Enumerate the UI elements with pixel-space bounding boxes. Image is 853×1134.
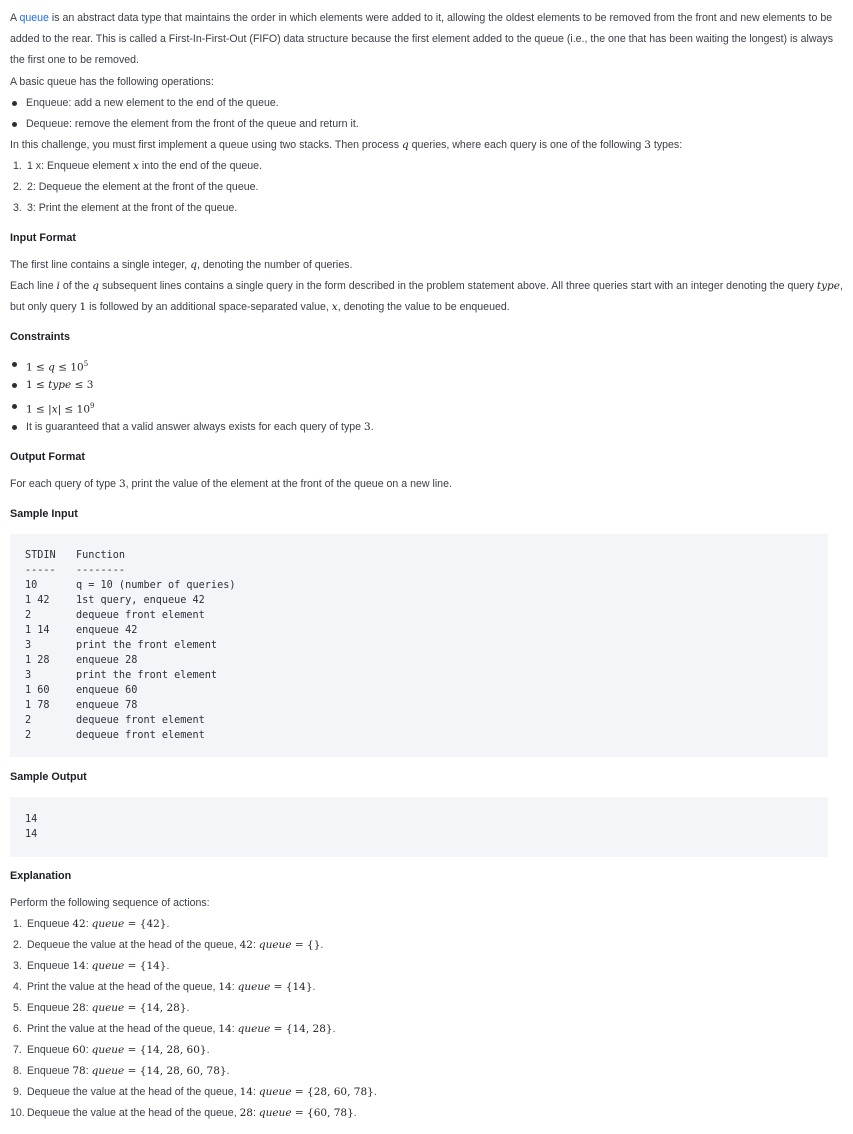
step-text: : (252, 1107, 259, 1119)
text: , denoting the number of queries. (196, 259, 353, 271)
function-cell: print the front element (76, 640, 218, 651)
step-text: Print the value at the head of the queue, (26, 981, 219, 993)
stdin-cell: 3 (25, 640, 32, 651)
math-var-queue: queue (237, 981, 271, 993)
step-text: : (85, 1065, 92, 1077)
function-cell: print the front element (76, 670, 218, 681)
step-number: 4. (13, 981, 22, 993)
input-format-line-2 (10, 276, 843, 297)
explanation-step (10, 956, 843, 977)
code-row (25, 653, 828, 668)
step-text: . (206, 1044, 210, 1056)
math-eq: = (124, 960, 140, 972)
text: The first line contains a single integer, (10, 259, 191, 271)
step-number: 6. (13, 1023, 22, 1035)
math-num: 28 (239, 1107, 253, 1119)
math-eq: = (270, 981, 286, 993)
math-set: {42} (139, 918, 167, 930)
query-types-list (10, 156, 843, 219)
math-var-i: i (56, 280, 60, 292)
math-var-queue: queue (237, 1023, 271, 1035)
math-var-queue: queue (91, 1044, 125, 1056)
math: 1 ≤ (26, 361, 49, 374)
math-set: {60, 78} (307, 1107, 354, 1119)
function-cell: enqueue 60 (76, 685, 138, 696)
math-var-q: q (48, 361, 55, 374)
math-eq: = (124, 1065, 140, 1077)
function-cell: q = 10 (number of queries) (76, 580, 236, 591)
output-format-heading: Output Format (10, 451, 85, 463)
step-text: : (85, 918, 92, 930)
intro-text-post: is an abstract data type that maintains the order in which elements were added to it, allowing the oldest elements to be removed from the front and new elements to be added to the rear. This is called a First-In-First-Out (FIFO) data structure because the first element added to the queue (i.e., the one that has been waiting the longest) is always the first one to be removed. (10, 12, 834, 66)
math-num: 28 (72, 1002, 86, 1014)
output-line: 14 (25, 829, 38, 840)
step-text: : (231, 1023, 238, 1035)
step-text: : (85, 960, 92, 972)
basic-ops-title: A basic queue has the following operations: (10, 76, 214, 88)
step-text: : (252, 939, 259, 951)
math-var-type: type (48, 379, 72, 391)
explanation-step (10, 935, 843, 956)
list-item: Enqueue: add a new element to the end of the queue. (10, 93, 843, 114)
list-item: Dequeue: remove the element from the front of the queue and return it. (10, 114, 843, 135)
math-set: {14, 28, 60, 78} (139, 1065, 227, 1077)
math-set: {14} (285, 981, 313, 993)
step-number: 2. (13, 939, 22, 951)
function-cell: enqueue 78 (76, 700, 138, 711)
query-code: 1 x (26, 160, 42, 172)
code-header-row (25, 548, 828, 563)
constraints-heading: Constraints (10, 331, 70, 343)
list-item (10, 417, 843, 438)
output-line: 14 (25, 814, 38, 825)
stdin-cell: 3 (25, 670, 32, 681)
basic-ops-list (10, 93, 843, 135)
stdin-cell: STDIN (25, 550, 56, 561)
math-num: 1 (79, 301, 87, 313)
explanation-step (10, 998, 843, 1019)
list-item (10, 156, 843, 177)
math-num: 14 (218, 981, 232, 993)
text: It is guaranteed that a valid answer always exists for each query of type (26, 421, 365, 433)
step-text: Enqueue (26, 1044, 73, 1056)
sample-input-heading: Sample Input (10, 508, 78, 520)
math: | ≤ 10 (57, 403, 90, 416)
step-text: : (231, 981, 238, 993)
step-number: 10. (10, 1107, 25, 1119)
math-set: {14} (139, 960, 167, 972)
math-eq: = (270, 1023, 286, 1035)
math-var-type: type (816, 280, 840, 292)
math-num: 14 (72, 960, 86, 972)
challenge-text-1: In this challenge, you must first implement a queue using two stacks. Then process (10, 139, 402, 151)
stdin-cell: 1 14 (25, 625, 50, 636)
math-var-x: x (51, 403, 58, 416)
math-num: 14 (239, 1086, 253, 1098)
step-text: . (166, 960, 170, 972)
step-text: Enqueue (26, 918, 73, 930)
challenge-text-3: types: (650, 139, 683, 151)
math-exponent: 5 (83, 360, 89, 368)
stdin-cell: 2 (25, 610, 32, 621)
function-cell: Function (76, 550, 126, 561)
item-number: 3. (13, 202, 22, 214)
step-text: . (373, 1086, 377, 1098)
list-item (10, 354, 843, 375)
input-format-line-1 (10, 255, 843, 276)
function-cell: -------- (76, 565, 126, 576)
math-num: 3 (118, 478, 126, 490)
item-text: : Dequeue the element at the front of the queue. (32, 181, 259, 193)
math-set: {14, 28} (285, 1023, 333, 1035)
math-set: {14, 28} (139, 1002, 187, 1014)
stdin-cell: 1 28 (25, 655, 50, 666)
output-format-text (10, 474, 843, 495)
stdin-cell: 2 (25, 730, 32, 741)
step-number: 1. (13, 918, 22, 930)
math-eq: = (291, 1086, 308, 1098)
text: is followed by an additional space-separated value, (86, 301, 332, 313)
step-text: : (252, 1086, 259, 1098)
step-text: . (166, 918, 170, 930)
item-text: : Print the element at the front of the queue. (32, 202, 238, 214)
function-cell: dequeue front element (76, 715, 205, 726)
math-var-x: x (331, 301, 338, 313)
math-eq: = (124, 918, 140, 930)
explanation-step (10, 914, 843, 935)
code-row (25, 578, 828, 593)
step-number: 3. (13, 960, 22, 972)
text: of the (59, 280, 93, 292)
stdin-cell: 2 (25, 715, 32, 726)
math: 1 ≤ (26, 379, 49, 391)
step-number: 7. (13, 1044, 22, 1056)
item-number: 2. (13, 181, 22, 193)
math-num: 42 (239, 939, 253, 951)
item-number: 1. (13, 160, 22, 172)
intro-text-pre: A (10, 12, 20, 24)
math-num: 78 (72, 1065, 86, 1077)
step-text: . (186, 1002, 190, 1014)
input-format-line-3 (10, 297, 843, 318)
text: , (839, 280, 843, 292)
function-cell: enqueue 28 (76, 655, 138, 666)
math: ≤ 3 (71, 379, 94, 391)
item-text: into the end of the queue. (138, 160, 263, 172)
math-var-q: q (190, 259, 197, 271)
math-eq: = (124, 1044, 140, 1056)
step-text: : (85, 1044, 92, 1056)
explanation-step (10, 1082, 843, 1103)
text: . (370, 421, 374, 433)
text: , denoting the value to be enqueued. (337, 301, 510, 313)
code-row (25, 608, 828, 623)
math-var-queue: queue (91, 960, 125, 972)
math-eq: = (124, 1002, 140, 1014)
stdin-cell: 1 60 (25, 685, 50, 696)
step-text: Enqueue (26, 960, 73, 972)
sample-output-code-block (10, 797, 828, 857)
stdin-cell: 10 (25, 580, 38, 591)
step-text: Enqueue (26, 1002, 73, 1014)
code-row (25, 623, 828, 638)
step-text: Enqueue (26, 1065, 73, 1077)
math: 1 ≤ | (26, 403, 52, 416)
math-set: {14, 28, 60} (139, 1044, 207, 1056)
math-var-x: x (132, 160, 139, 172)
list-item (10, 198, 843, 219)
math-var-q: q (401, 139, 409, 151)
challenge-text (10, 135, 843, 156)
function-cell: dequeue front element (76, 610, 205, 621)
query-code: 2 (26, 181, 33, 193)
math: ≤ 10 (54, 361, 84, 374)
step-number: 9. (13, 1086, 22, 1098)
code-row (25, 728, 828, 743)
math-num: 14 (218, 1023, 232, 1035)
step-text: : (85, 1002, 92, 1014)
code-row (25, 668, 828, 683)
explanation-heading: Explanation (10, 870, 72, 882)
code-row (25, 593, 828, 608)
sample-output-heading: Sample Output (10, 771, 87, 783)
math-num: 42 (72, 918, 86, 930)
code-row (25, 683, 828, 698)
math-var-queue: queue (91, 918, 125, 930)
input-format-heading: Input Format (10, 232, 76, 244)
list-item (10, 396, 843, 417)
math-var-queue: queue (258, 1107, 292, 1119)
step-text: . (353, 1107, 357, 1119)
math-set: {28, 60, 78} (307, 1086, 374, 1098)
stdin-cell: ----- (25, 565, 56, 576)
constraints-list (10, 354, 843, 438)
math-num: 3 (644, 139, 651, 151)
step-text: Dequeue the value at the head of the queue, (26, 1086, 240, 1098)
text: , print the value of the element at the front of the queue on a new line. (125, 478, 452, 490)
code-separator-row (25, 563, 828, 578)
step-text: . (332, 1023, 336, 1035)
sample-input-code-block (10, 534, 828, 757)
text: Each line (10, 280, 57, 292)
step-number: 5. (13, 1002, 22, 1014)
step-text: Dequeue the value at the head of the queue, (26, 1107, 240, 1119)
step-text: . (320, 939, 324, 951)
math-eq: = (291, 939, 308, 951)
math-var-queue: queue (258, 1086, 292, 1098)
code-row (25, 638, 828, 653)
list-item (10, 177, 843, 198)
math-eq: = (291, 1107, 308, 1119)
math-var-queue: queue (258, 939, 292, 951)
text: but only query (10, 301, 80, 313)
query-code: 3 (26, 202, 33, 214)
explanation-step (10, 977, 843, 998)
function-cell: enqueue 42 (76, 625, 138, 636)
explanation-steps-list (10, 914, 843, 1124)
explanation-intro: Perform the following sequence of actions: (10, 897, 210, 909)
list-item (10, 375, 843, 396)
function-cell: 1st query, enqueue 42 (76, 595, 205, 606)
explanation-step (10, 1061, 843, 1082)
math-num: 60 (72, 1044, 86, 1056)
code-row (25, 713, 828, 728)
step-text: . (226, 1065, 230, 1077)
step-text: Dequeue the value at the head of the queue, (26, 939, 240, 951)
queue-link[interactable]: queue (19, 12, 49, 24)
item-text: : Enqueue element (41, 160, 133, 172)
text: subsequent lines contains a single query in the form described in the problem statement above. All three queries start with an integer denoting the query (99, 280, 817, 292)
intro-paragraph (10, 8, 843, 71)
step-number: 8. (13, 1065, 22, 1077)
step-text: . (312, 981, 316, 993)
math-var-q: q (92, 280, 100, 292)
explanation-step (10, 1103, 843, 1124)
math-exponent: 9 (90, 402, 95, 410)
math-var-queue: queue (91, 1065, 125, 1077)
explanation-step (10, 1019, 843, 1040)
math-var-queue: queue (91, 1002, 125, 1014)
math-set: {} (307, 939, 321, 951)
text: For each query of type (10, 478, 119, 490)
step-text: Print the value at the head of the queue, (26, 1023, 219, 1035)
challenge-text-2: queries, where each query is one of the following (408, 139, 645, 151)
math-num: 3 (364, 421, 371, 433)
explanation-step (10, 1040, 843, 1061)
stdin-cell: 1 42 (25, 595, 50, 606)
stdin-cell: 1 78 (25, 700, 50, 711)
code-row (25, 698, 828, 713)
function-cell: dequeue front element (76, 730, 205, 741)
